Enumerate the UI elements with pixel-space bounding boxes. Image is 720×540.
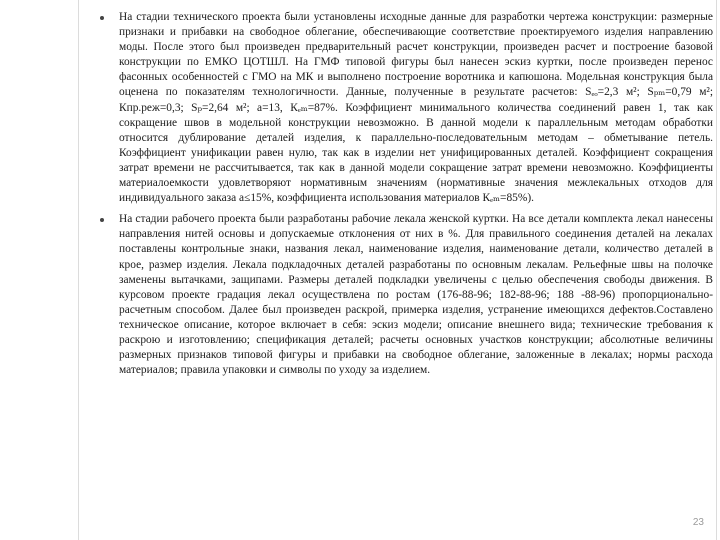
left-frame-line xyxy=(78,0,79,540)
bullet-dot-icon xyxy=(100,218,104,222)
right-frame-line xyxy=(716,0,717,540)
bullet-paragraph-technical-project xyxy=(99,10,713,206)
paragraph-text: На стадии рабочего проекта были разработаны рабочие лекала женской куртки. На все детали комплекта лекал нанесены направления нитей основы и допускаемые отклонения от них в %. Для правильного соединения деталей на лекалах поставлены контрольные знаки, названия лекал, наименование изделия, наименование детали, количество деталей в крое, размер изделия. Лекала подкладочных деталей разработаны по основным лекалам. Рельефные швы на полочке заменены вытачками, защипами. Размеры деталей подкладки увеличены с целью обеспечения свободы движения. В курсовом проекте градация лекал осуществлена по ростам (176-88-96; 182-88-96; 188 -88-96) пропорционально-расчетным способом. Далее был произведен раскрой, примерка изделия, устранение имеющихся дефектов.Составлено техническое описание, которое включает в себя: эскиз модели; описание внешнего вида; технические требования к раскрою и изготовлению; спецификация деталей; расчеты основных участков конструкции; абсолютные величины размерных признаков типовой фигуры и прибавки на свободное облегание, заложенные в лекалах; нормы расхода материалов; правила упаковки и символы по уходу за изделием. xyxy=(119,213,713,377)
bullet-paragraph-working-project xyxy=(99,212,713,378)
content-area xyxy=(99,10,713,384)
paragraph-text: На стадии технического проекта были установлены исходные данные для разработки чертежа конструкции: размерные признаки и прибавки на свободное облегание, обеспечивающие соответствие проектируемого изделия направлению моды. После этого был произведен предварительный расчет конструкции, произведен расчет и построение базовой конструкции по ЕМКО ЦОТШЛ. На ГМФ типовой фигуры был нанесен эскиз куртки, после произведен перенос фасонных особенностей с ГМО на МК и выполнено построение воротника и капюшона. Модельная конструкция была оценена по показателям технологичности. Данные, полученные в результате расчетов: Sₑₒ=2,3 м²; Sₚₘ=0,79 м²; Кпр.реж=0,3; Sₚ=2,64 м²; а=13, Кₑₘ=87%. Коэффициент минимального количества соединений равен 1, так как сокращение швов в модельной конструкции невозможно. В данной модели к параллельным методам обработки относится дублирование деталей изделия, к параллельно-последовательным методам – обметывание петель. Коэффициент унификации равен нулю, так как в изделии нет унифицированных деталей. Коэффициент сокращения затрат времени не рассчитывается, так как в данной модели сокращение затрат времени невозможно. Коэффициенты материалоемкости удовлетворяют нормативным значениям (нормативные значения межлекальных отходов для индивидуального заказа а≤15%, коэффициента использования материалов Кₑₘ=85%). xyxy=(119,11,713,205)
page-number: 23 xyxy=(692,517,704,528)
bullet-dot-icon xyxy=(100,16,104,20)
